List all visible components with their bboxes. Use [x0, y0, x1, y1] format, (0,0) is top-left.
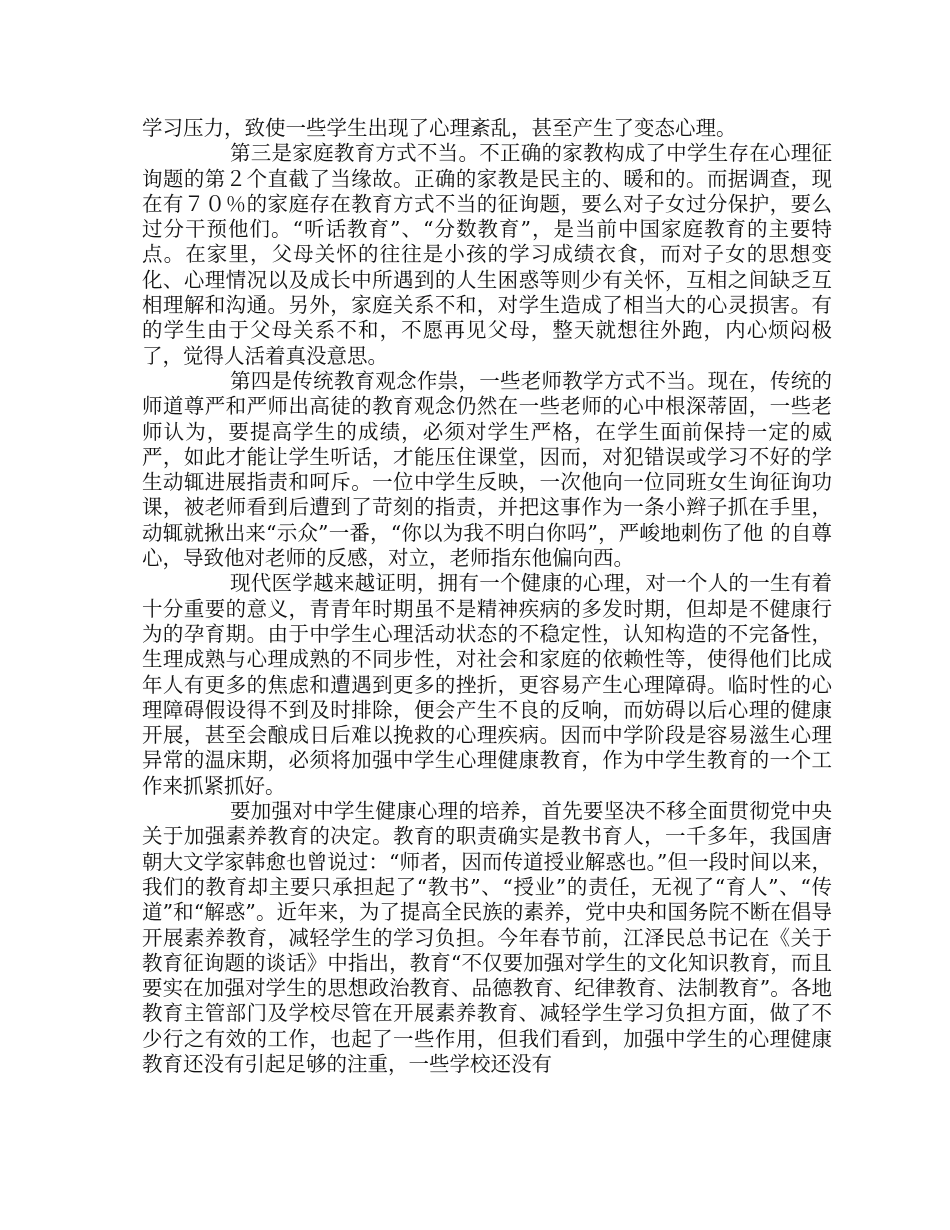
paragraph: 学习压力，致使一些学生出现了心理紊乱，甚至产生了变态心理。	[142, 116, 737, 140]
document-page	[142, 116, 832, 1077]
paragraph: 第四是传统教育观念作祟，一些老师教学方式不当。现在，传统的师道尊严和严师出高徒的教育观念仍然在一些老师的心中根深蒂固，一些老师认为，要提高学生的成绩，必须对学生严格，在学生面前保持一定的威严，如此才能让学生听话，才能压住课堂，因而，对犯错误或学习不好的学生动辄进展指责和呵斥。一位中学生反映，一次他向一位同班女生询征询功课，被老师看到后遭到了苛刻的指责，并把这事作为一条小辫子抓在手里，动辄就揪出来“示众”一番，“你以为我不明白你吗”，严峻地刺伤了他 的自尊心，导致他对老师的反感，对立，老师指东他偏向西。	[142, 368, 832, 571]
paragraph: 第三是家庭教育方式不当。不正确的家教构成了中学生存在心理征询题的第２个直截了当缘故。正确的家教是民主的、暖和的。而据调查，现在有７０％的家庭存在教育方式不当的征询题，要么对子女过分保护，要么过分干预他们。“听话教育”、“分数教育”，是当前中国家庭教育的主要特点。在家里，父母关怀的往往是小孩的学习成绩衣食，而对子女的思想变化、心理情况以及成长中所遇到的人生困惑等则少有关怀，互相之间缺乏互相理解和沟通。另外，家庭关系不和，对学生造成了相当大的心灵损害。有的学生由于父母关系不和，不愿再见父母，整天就想往外跑，内心烦闷极了，觉得人活着真没意思。	[142, 141, 832, 368]
paragraph: 要加强对中学生健康心理的培养，首先要坚决不移全面贯彻党中央关于加强素养教育的决定。教育的职责确实是教书育人，一千多年，我国唐朝大文学家韩愈也曾说过：“师者，因而传道授业解惑也。”但一段时间以来，我们的教育却主要只承担起了“教书”、“授业”的责任，无视了“育人”、“传道”和“解惑”。近年来，为了提高全民族的素养，党中央和国务院不断在倡导开展素养教育，减轻学生的学习负担。今年春节前，江泽民总书记在《关于教育征询题的谈话》中指出，教育“不仅要加强对学生的文化知识教育，而且要实在加强对学生的思想政治教育、品德教育、纪律教育、法制教育”。各地教育主管部门及学校尽管在开展素养教育、减轻学生学习负担方面，做了不少行之有效的工作，也起了一些作用，但我们看到，加强中学生的心理健康教育还没有引起足够的注重，一些学校还没有	[142, 799, 832, 1076]
paragraph: 现代医学越来越证明，拥有一个健康的心理，对一个人的一生有着十分重要的意义，青青年时期虽不是精神疾病的多发时期，但却是不健康行为的孕育期。由于中学生心理活动状态的不稳定性，认知构造的不完备性，生理成熟与心理成熟的不同步性，对社会和家庭的依赖性等，使得他们比成年人有更多的焦虑和遭遇到更多的挫折，更容易产生心理障碍。临时性的心理障碍假设得不到及时排除，便会产生不良的反响，而妨碍以后心理的健康开展，甚至会酿成日后难以挽救的心理疾病。因而中学阶段是容易滋生心理异常的温床期，必须将加强中学生心理健康教育，作为中学生教育的一个工作来抓紧抓好。	[142, 571, 832, 798]
